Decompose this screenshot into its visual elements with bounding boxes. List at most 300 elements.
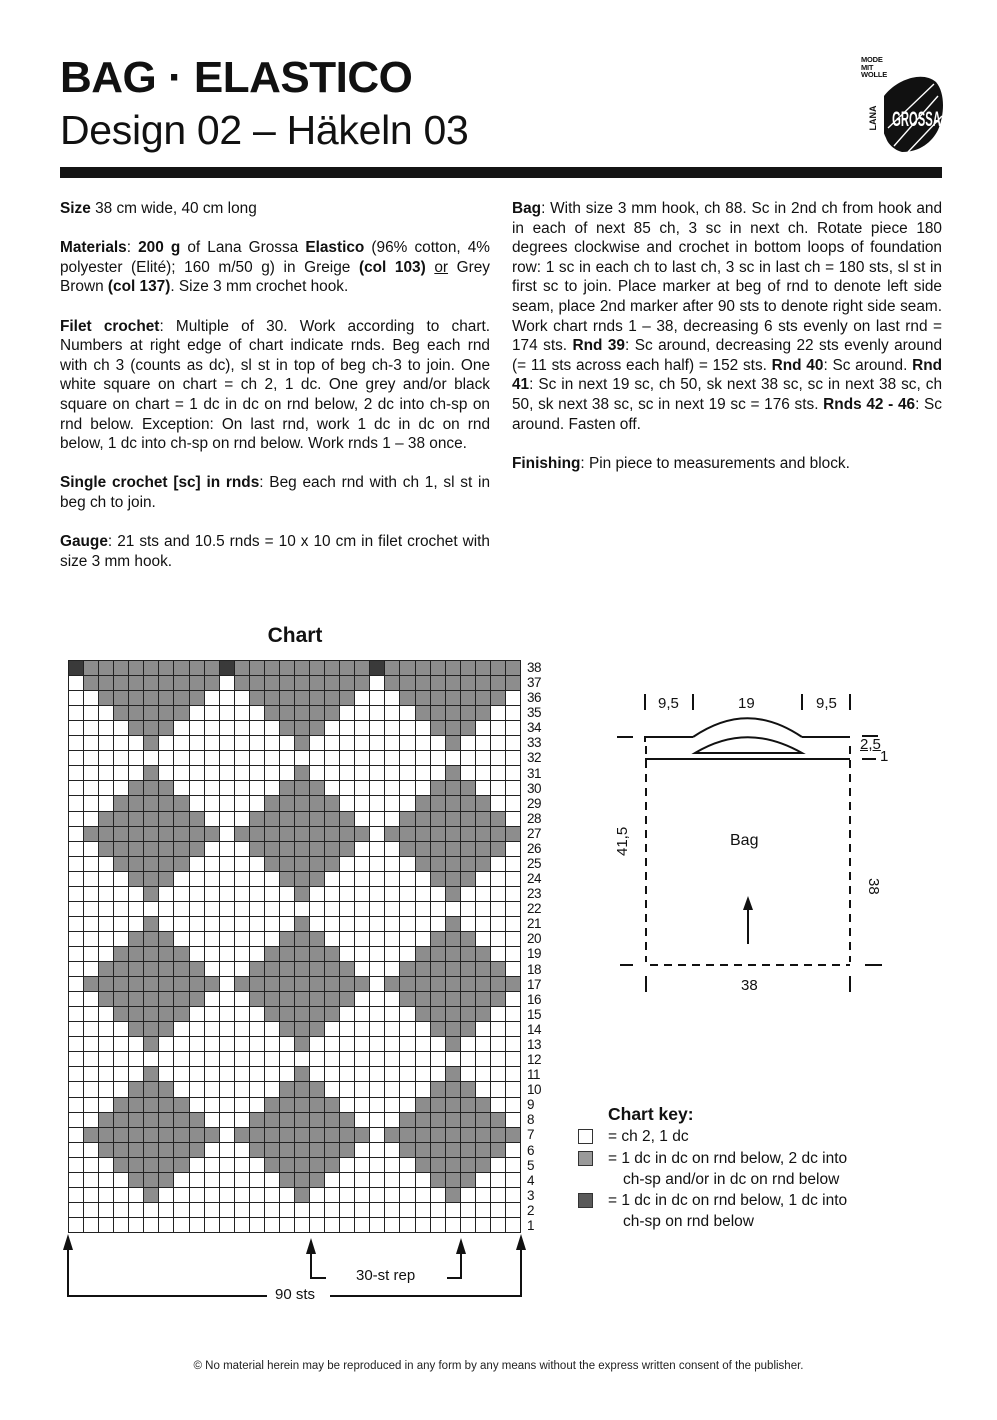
chart-cell xyxy=(69,1082,83,1096)
chart-cell xyxy=(325,902,339,916)
chart-cell xyxy=(190,751,204,765)
chart-cell xyxy=(400,1218,414,1232)
total-bracket-left xyxy=(67,1248,69,1296)
chart-cell xyxy=(69,827,83,841)
chart-cell xyxy=(461,887,475,901)
chart-cell xyxy=(205,1158,219,1172)
chart-cell xyxy=(506,781,520,795)
chart-cell xyxy=(355,827,369,841)
chart-cell xyxy=(476,812,490,826)
chart-cell xyxy=(190,796,204,810)
chart-cell xyxy=(416,947,430,961)
chart-cell xyxy=(114,842,128,856)
chart-cell xyxy=(310,796,324,810)
chart-cell xyxy=(69,751,83,765)
chart-cell xyxy=(446,1007,460,1021)
chart-cell xyxy=(69,977,83,991)
chart-cell xyxy=(295,751,309,765)
chart-cell xyxy=(476,1158,490,1172)
chart-cell xyxy=(385,1173,399,1187)
chart-cell xyxy=(325,766,339,780)
chart-cell xyxy=(280,1173,294,1187)
chart-cell xyxy=(340,1052,354,1066)
chart-cell xyxy=(325,1098,339,1112)
chart-cell xyxy=(370,1173,384,1187)
chart-cell xyxy=(129,857,143,871)
chart-cell xyxy=(431,781,445,795)
chart-cell xyxy=(280,947,294,961)
chart-cell xyxy=(144,751,158,765)
chart-cell xyxy=(461,962,475,976)
chart-cell xyxy=(250,887,264,901)
chart-cell xyxy=(416,872,430,886)
chart-cell xyxy=(340,1188,354,1202)
chart-cell xyxy=(84,661,98,675)
chart-cell xyxy=(370,1098,384,1112)
chart-cell xyxy=(446,977,460,991)
chart-cell xyxy=(325,947,339,961)
chart-cell xyxy=(84,1173,98,1187)
chart-cell xyxy=(355,1022,369,1036)
chart-cell xyxy=(205,1052,219,1066)
chart-cell xyxy=(250,932,264,946)
chart-cell xyxy=(506,992,520,1006)
chart-cell xyxy=(235,676,249,690)
chart-cell xyxy=(159,827,173,841)
chart-cell xyxy=(280,676,294,690)
chart-cell xyxy=(506,1022,520,1036)
logo-tagline: MODE MIT WOLLE xyxy=(861,55,888,79)
chart-cell xyxy=(99,1128,113,1142)
chart-cell xyxy=(310,947,324,961)
chart-cell xyxy=(385,917,399,931)
chart-cell xyxy=(461,1218,475,1232)
chart-cell xyxy=(355,1098,369,1112)
copyright-footer: © No material herein may be reproduced in any form by any means without the express written consent of the publisher. xyxy=(193,1360,804,1372)
chart-cell xyxy=(174,661,188,675)
chart-cell xyxy=(280,691,294,705)
chart-cell xyxy=(235,1203,249,1217)
chart-cell xyxy=(325,1022,339,1036)
chart-cell xyxy=(416,992,430,1006)
chart-cell xyxy=(144,1052,158,1066)
chart-cell xyxy=(416,827,430,841)
chart-cell xyxy=(370,857,384,871)
chart-cell xyxy=(400,812,414,826)
chart-cell xyxy=(190,812,204,826)
chart-cell xyxy=(174,1158,188,1172)
chart-cell xyxy=(325,781,339,795)
chart-cell xyxy=(280,1218,294,1232)
chart-cell xyxy=(340,1098,354,1112)
chart-cell xyxy=(235,766,249,780)
chart-cell xyxy=(340,887,354,901)
chart-cell xyxy=(385,781,399,795)
chart-cell xyxy=(235,992,249,1006)
chart-cell xyxy=(114,1203,128,1217)
chart-cell xyxy=(220,1098,234,1112)
chart-cell xyxy=(205,1113,219,1127)
total-bracket-bottom-right xyxy=(330,1295,522,1297)
chart-cell xyxy=(129,796,143,810)
chart-cell xyxy=(310,917,324,931)
chart-cell xyxy=(506,1067,520,1081)
chart-cell xyxy=(431,887,445,901)
chart-cell xyxy=(235,902,249,916)
chart-cell xyxy=(99,751,113,765)
chart-cell xyxy=(325,1067,339,1081)
chart-cell xyxy=(416,1052,430,1066)
chart-row-number: 16 xyxy=(527,991,542,1007)
chart-cell xyxy=(190,1098,204,1112)
chart-cell xyxy=(220,1203,234,1217)
chart-cell xyxy=(129,706,143,720)
chart-cell xyxy=(265,977,279,991)
chart-cell xyxy=(144,842,158,856)
chart-cell xyxy=(446,887,460,901)
chart-cell xyxy=(220,842,234,856)
chart-cell xyxy=(174,1067,188,1081)
chart-cell xyxy=(355,691,369,705)
chart-cell xyxy=(174,1173,188,1187)
chart-cell xyxy=(476,736,490,750)
chart-cell xyxy=(205,1218,219,1232)
chart-cell xyxy=(325,796,339,810)
chart-cell xyxy=(205,1128,219,1142)
chart-cell xyxy=(190,1128,204,1142)
chart-cell xyxy=(416,857,430,871)
chart-cell xyxy=(205,842,219,856)
chart-cell xyxy=(431,1113,445,1127)
chart-cell xyxy=(114,661,128,675)
chart-cell xyxy=(295,1143,309,1157)
chart-row-numbers xyxy=(527,660,557,1233)
chart-cell xyxy=(400,691,414,705)
chart-cell xyxy=(506,751,520,765)
chart-cell xyxy=(129,1158,143,1172)
chart-cell xyxy=(144,1098,158,1112)
chart-cell xyxy=(129,1067,143,1081)
chart-cell xyxy=(340,947,354,961)
chart-cell xyxy=(129,676,143,690)
chart-cell xyxy=(370,962,384,976)
chart-cell xyxy=(400,781,414,795)
chart-cell xyxy=(69,691,83,705)
chart-cell xyxy=(280,721,294,735)
chart-cell xyxy=(295,721,309,735)
chart-cell xyxy=(325,1007,339,1021)
chart-cell xyxy=(190,1173,204,1187)
chart-cell xyxy=(250,842,264,856)
chart-cell xyxy=(159,1007,173,1021)
chart-cell xyxy=(144,766,158,780)
chart-cell xyxy=(69,766,83,780)
chart-cell xyxy=(340,1113,354,1127)
chart-cell xyxy=(84,962,98,976)
chart-cell xyxy=(190,1037,204,1051)
chart-cell xyxy=(416,1113,430,1127)
chart-cell xyxy=(129,751,143,765)
chart-cell xyxy=(446,932,460,946)
chart-cell xyxy=(250,812,264,826)
chart-cell xyxy=(461,812,475,826)
chart-cell xyxy=(114,1082,128,1096)
chart-cell xyxy=(355,947,369,961)
chart-cell xyxy=(114,1158,128,1172)
chart-cell xyxy=(280,1052,294,1066)
chart-cell xyxy=(265,751,279,765)
chart-cell xyxy=(446,1128,460,1142)
chart-cell xyxy=(129,902,143,916)
chart-cell xyxy=(431,1173,445,1187)
chart-cell xyxy=(446,1173,460,1187)
chart-cell xyxy=(250,1067,264,1081)
chart-cell xyxy=(491,676,505,690)
chart-cell xyxy=(325,1037,339,1051)
chart-cell xyxy=(370,751,384,765)
chart-cell xyxy=(265,917,279,931)
chart-cell xyxy=(370,812,384,826)
chart-cell xyxy=(205,691,219,705)
chart-row-number: 6 xyxy=(527,1142,535,1158)
chart-cell xyxy=(340,661,354,675)
chart-cell xyxy=(190,947,204,961)
chart-cell xyxy=(129,766,143,780)
chart-cell xyxy=(174,691,188,705)
chart-cell xyxy=(280,1037,294,1051)
chart-cell xyxy=(84,1113,98,1127)
chart-cell xyxy=(340,842,354,856)
chart-cell xyxy=(144,1188,158,1202)
chart-row-number: 31 xyxy=(527,765,542,781)
chart-cell xyxy=(69,1218,83,1232)
chart-cell xyxy=(220,781,234,795)
chart-cell xyxy=(265,812,279,826)
chart-cell xyxy=(491,1067,505,1081)
chart-cell xyxy=(385,1128,399,1142)
chart-cell xyxy=(491,1173,505,1187)
chart-cell xyxy=(310,736,324,750)
chart-cell xyxy=(114,827,128,841)
chart-row-number: 22 xyxy=(527,901,542,917)
chart-cell xyxy=(220,751,234,765)
chart-cell xyxy=(174,1113,188,1127)
chart-cell xyxy=(250,1037,264,1051)
chart-cell xyxy=(476,1067,490,1081)
chart-cell xyxy=(491,1022,505,1036)
chart-cell xyxy=(159,796,173,810)
chart-cell xyxy=(235,751,249,765)
chart-cell xyxy=(416,1128,430,1142)
chart-cell xyxy=(250,1082,264,1096)
chart-cell xyxy=(159,1052,173,1066)
piece-label: Bag xyxy=(730,832,759,849)
chart-cell xyxy=(69,1037,83,1051)
chart-cell xyxy=(295,947,309,961)
chart-cell xyxy=(325,932,339,946)
chart-cell xyxy=(310,977,324,991)
chart-cell xyxy=(370,1113,384,1127)
chart-cell xyxy=(84,857,98,871)
chart-cell xyxy=(220,1188,234,1202)
chart-cell xyxy=(491,827,505,841)
chart-cell xyxy=(295,962,309,976)
chart-row-number: 23 xyxy=(527,886,542,902)
chart-cell xyxy=(280,736,294,750)
chart-cell xyxy=(220,1037,234,1051)
chart-cell xyxy=(190,766,204,780)
chart-cell xyxy=(310,827,324,841)
chart-cell xyxy=(325,1113,339,1127)
chart-cell xyxy=(280,812,294,826)
chart-cell xyxy=(295,932,309,946)
chart-cell xyxy=(431,766,445,780)
chart-cell xyxy=(250,796,264,810)
chart-cell xyxy=(370,1218,384,1232)
chart-cell xyxy=(476,661,490,675)
chart-cell xyxy=(84,796,98,810)
chart-cell xyxy=(99,736,113,750)
chart-cell xyxy=(250,1113,264,1127)
chart-cell xyxy=(355,872,369,886)
chart-cell xyxy=(461,781,475,795)
chart-cell xyxy=(280,932,294,946)
chart-cell xyxy=(400,1173,414,1187)
chart-cell xyxy=(159,842,173,856)
chart-cell xyxy=(370,676,384,690)
chart-cell xyxy=(144,917,158,931)
chart-cell xyxy=(400,1098,414,1112)
chart-cell xyxy=(99,947,113,961)
chart-cell xyxy=(159,1143,173,1157)
chart-cell xyxy=(190,1143,204,1157)
chart-cell xyxy=(491,947,505,961)
chart-cell xyxy=(265,1173,279,1187)
chart-cell xyxy=(400,872,414,886)
chart-cell xyxy=(295,1067,309,1081)
chart-cell xyxy=(220,691,234,705)
chart-cell xyxy=(174,1098,188,1112)
chart-cell xyxy=(235,1067,249,1081)
chart-cell xyxy=(159,766,173,780)
chart-cell xyxy=(461,1188,475,1202)
pattern-title: BAG · ELASTICO xyxy=(60,53,413,102)
chart-cell xyxy=(295,1037,309,1051)
chart-cell xyxy=(325,1203,339,1217)
chart-cell xyxy=(129,962,143,976)
chart-cell xyxy=(506,691,520,705)
chart-cell xyxy=(84,1203,98,1217)
chart-cell xyxy=(400,676,414,690)
chart-cell xyxy=(476,1082,490,1096)
chart-cell xyxy=(159,1203,173,1217)
chart-cell xyxy=(310,932,324,946)
chart-cell xyxy=(310,781,324,795)
chart-cell xyxy=(370,1188,384,1202)
dim-strap-width: 1 xyxy=(880,748,889,765)
chart-cell xyxy=(265,992,279,1006)
chart-cell xyxy=(265,766,279,780)
chart-cell xyxy=(295,1188,309,1202)
chart-cell xyxy=(461,917,475,931)
chart-cell xyxy=(416,842,430,856)
chart-cell xyxy=(385,932,399,946)
chart-cell xyxy=(190,1067,204,1081)
chart-cell xyxy=(205,872,219,886)
chart-cell xyxy=(190,1188,204,1202)
chart-cell xyxy=(446,721,460,735)
chart-cell xyxy=(491,812,505,826)
chart-cell xyxy=(431,1037,445,1051)
chart-cell xyxy=(69,932,83,946)
chart-cell xyxy=(99,676,113,690)
single-crochet-paragraph: Single crochet [sc] in rnds: Beg each rnd with ch 1, sl st in beg ch to join. xyxy=(60,474,490,511)
chart-cell xyxy=(461,827,475,841)
chart-cell xyxy=(174,827,188,841)
chart-cell xyxy=(190,1052,204,1066)
chart-cell xyxy=(340,857,354,871)
chart-cell xyxy=(235,1037,249,1051)
chart-cell xyxy=(205,857,219,871)
chart-cell xyxy=(400,842,414,856)
chart-cell xyxy=(190,721,204,735)
chart-cell xyxy=(99,992,113,1006)
chart-cell xyxy=(385,827,399,841)
chart-cell xyxy=(129,1037,143,1051)
chart-cell xyxy=(506,857,520,871)
chart-cell xyxy=(280,872,294,886)
chart-cell xyxy=(205,676,219,690)
chart-cell xyxy=(400,917,414,931)
chart-cell xyxy=(370,706,384,720)
chart-cell xyxy=(461,676,475,690)
chart-cell xyxy=(250,676,264,690)
chart-cell xyxy=(461,706,475,720)
chart-cell xyxy=(159,1098,173,1112)
chart-cell xyxy=(325,676,339,690)
chart-cell xyxy=(476,857,490,871)
chart-row-number: 17 xyxy=(527,976,542,992)
chart-cell xyxy=(325,1188,339,1202)
chart-cell xyxy=(159,1173,173,1187)
chart-cell xyxy=(325,1143,339,1157)
chart-cell xyxy=(129,842,143,856)
chart-cell xyxy=(355,1082,369,1096)
chart-cell xyxy=(174,1128,188,1142)
chart-cell xyxy=(220,1067,234,1081)
chart-cell xyxy=(114,902,128,916)
chart-cell xyxy=(144,1203,158,1217)
chart-cell xyxy=(265,1067,279,1081)
chart-cell xyxy=(400,1158,414,1172)
chart-cell xyxy=(280,962,294,976)
chart-cell xyxy=(400,751,414,765)
chart-row-number: 4 xyxy=(527,1172,535,1188)
chart-cell xyxy=(159,812,173,826)
chart-cell xyxy=(461,902,475,916)
chart-cell xyxy=(159,676,173,690)
chart-cell xyxy=(446,1218,460,1232)
chart-cell xyxy=(220,736,234,750)
chart-cell xyxy=(370,736,384,750)
chart-cell xyxy=(159,872,173,886)
chart-cell xyxy=(235,1052,249,1066)
chart-cell xyxy=(370,887,384,901)
chart-cell xyxy=(431,736,445,750)
chart-cell xyxy=(114,1218,128,1232)
chart-cell xyxy=(491,932,505,946)
chart-cell xyxy=(491,691,505,705)
